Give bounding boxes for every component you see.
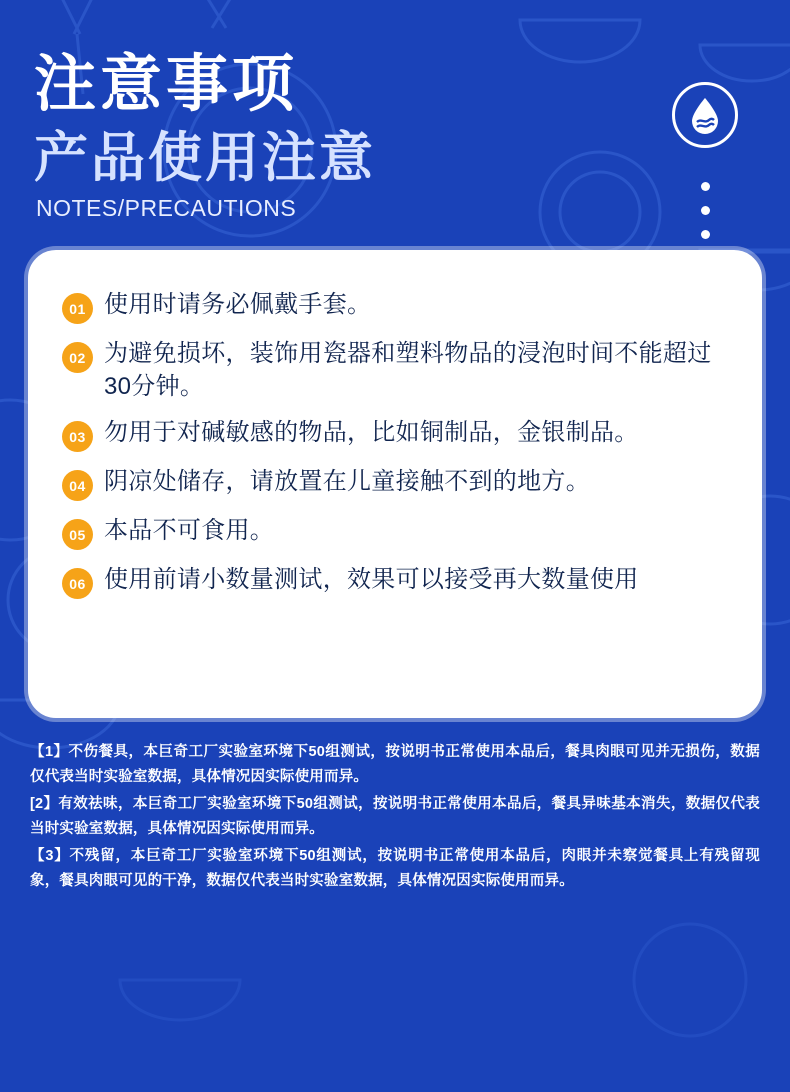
note-number-badge: 02 — [62, 342, 93, 373]
note-number-badge: 03 — [62, 421, 93, 452]
note-text: 本品不可食用。 — [104, 517, 275, 545]
brand-logo — [672, 82, 738, 148]
page-subtitle: 产品使用注意 — [34, 127, 376, 188]
note-text: 使用时请务必佩戴手套。 — [104, 291, 372, 319]
note-text: 使用前请小数量测试，效果可以接受再大数量使用 — [104, 566, 639, 594]
list-item — [62, 563, 728, 599]
dot-2 — [701, 206, 710, 215]
note-text: 勿用于对碱敏感的物品，比如铜制品，金银制品。 — [104, 419, 639, 447]
notes-list — [62, 288, 728, 599]
note-text: 为避免损坏，装饰用瓷器和塑料物品的浸泡时间不能超过30分钟。 — [104, 340, 712, 401]
note-number-badge: 05 — [62, 519, 93, 550]
footnote-3: 【3】不残留，本巨奇工厂实验室环境下50组测试，按说明书正常使用本品后，肉眼并未察觉餐具上有残留现象，餐具肉眼可见的干净，数据仅代表当时实验室数据，具体情况因实际使用而异。 — [30, 847, 760, 889]
notes-card — [28, 250, 762, 718]
dot-3 — [701, 230, 710, 239]
footnotes-section — [30, 740, 760, 894]
list-item — [62, 288, 728, 324]
note-number-badge: 04 — [62, 470, 93, 501]
list-item — [62, 416, 728, 452]
dot-1 — [701, 182, 710, 191]
note-text: 阴凉处储存，请放置在儿童接触不到的地方。 — [104, 468, 590, 496]
footnote-1: 【1】不伤餐具，本巨奇工厂实验室环境下50组测试，按说明书正常使用本品后，餐具肉眼可见并无损伤，数据仅代表当时实验室数据，具体情况因实际使用而异。 — [30, 744, 760, 785]
water-drop-icon — [688, 96, 722, 134]
list-item — [62, 337, 728, 403]
list-item — [62, 465, 728, 501]
list-item — [62, 514, 728, 550]
footnote-2: [2】有效祛味，本巨奇工厂实验室环境下50组测试，按说明书正常使用本品后，餐具异味基本消失，数据仅代表当时实验室数据，具体情况因实际使用而异。 — [30, 795, 760, 837]
note-number-badge: 06 — [62, 568, 93, 599]
page-title: 注意事项 — [34, 50, 299, 119]
note-number-badge: 01 — [62, 293, 93, 324]
decorative-dots — [701, 182, 710, 239]
page-title-english: NOTES/PRECAUTIONS — [36, 195, 297, 222]
